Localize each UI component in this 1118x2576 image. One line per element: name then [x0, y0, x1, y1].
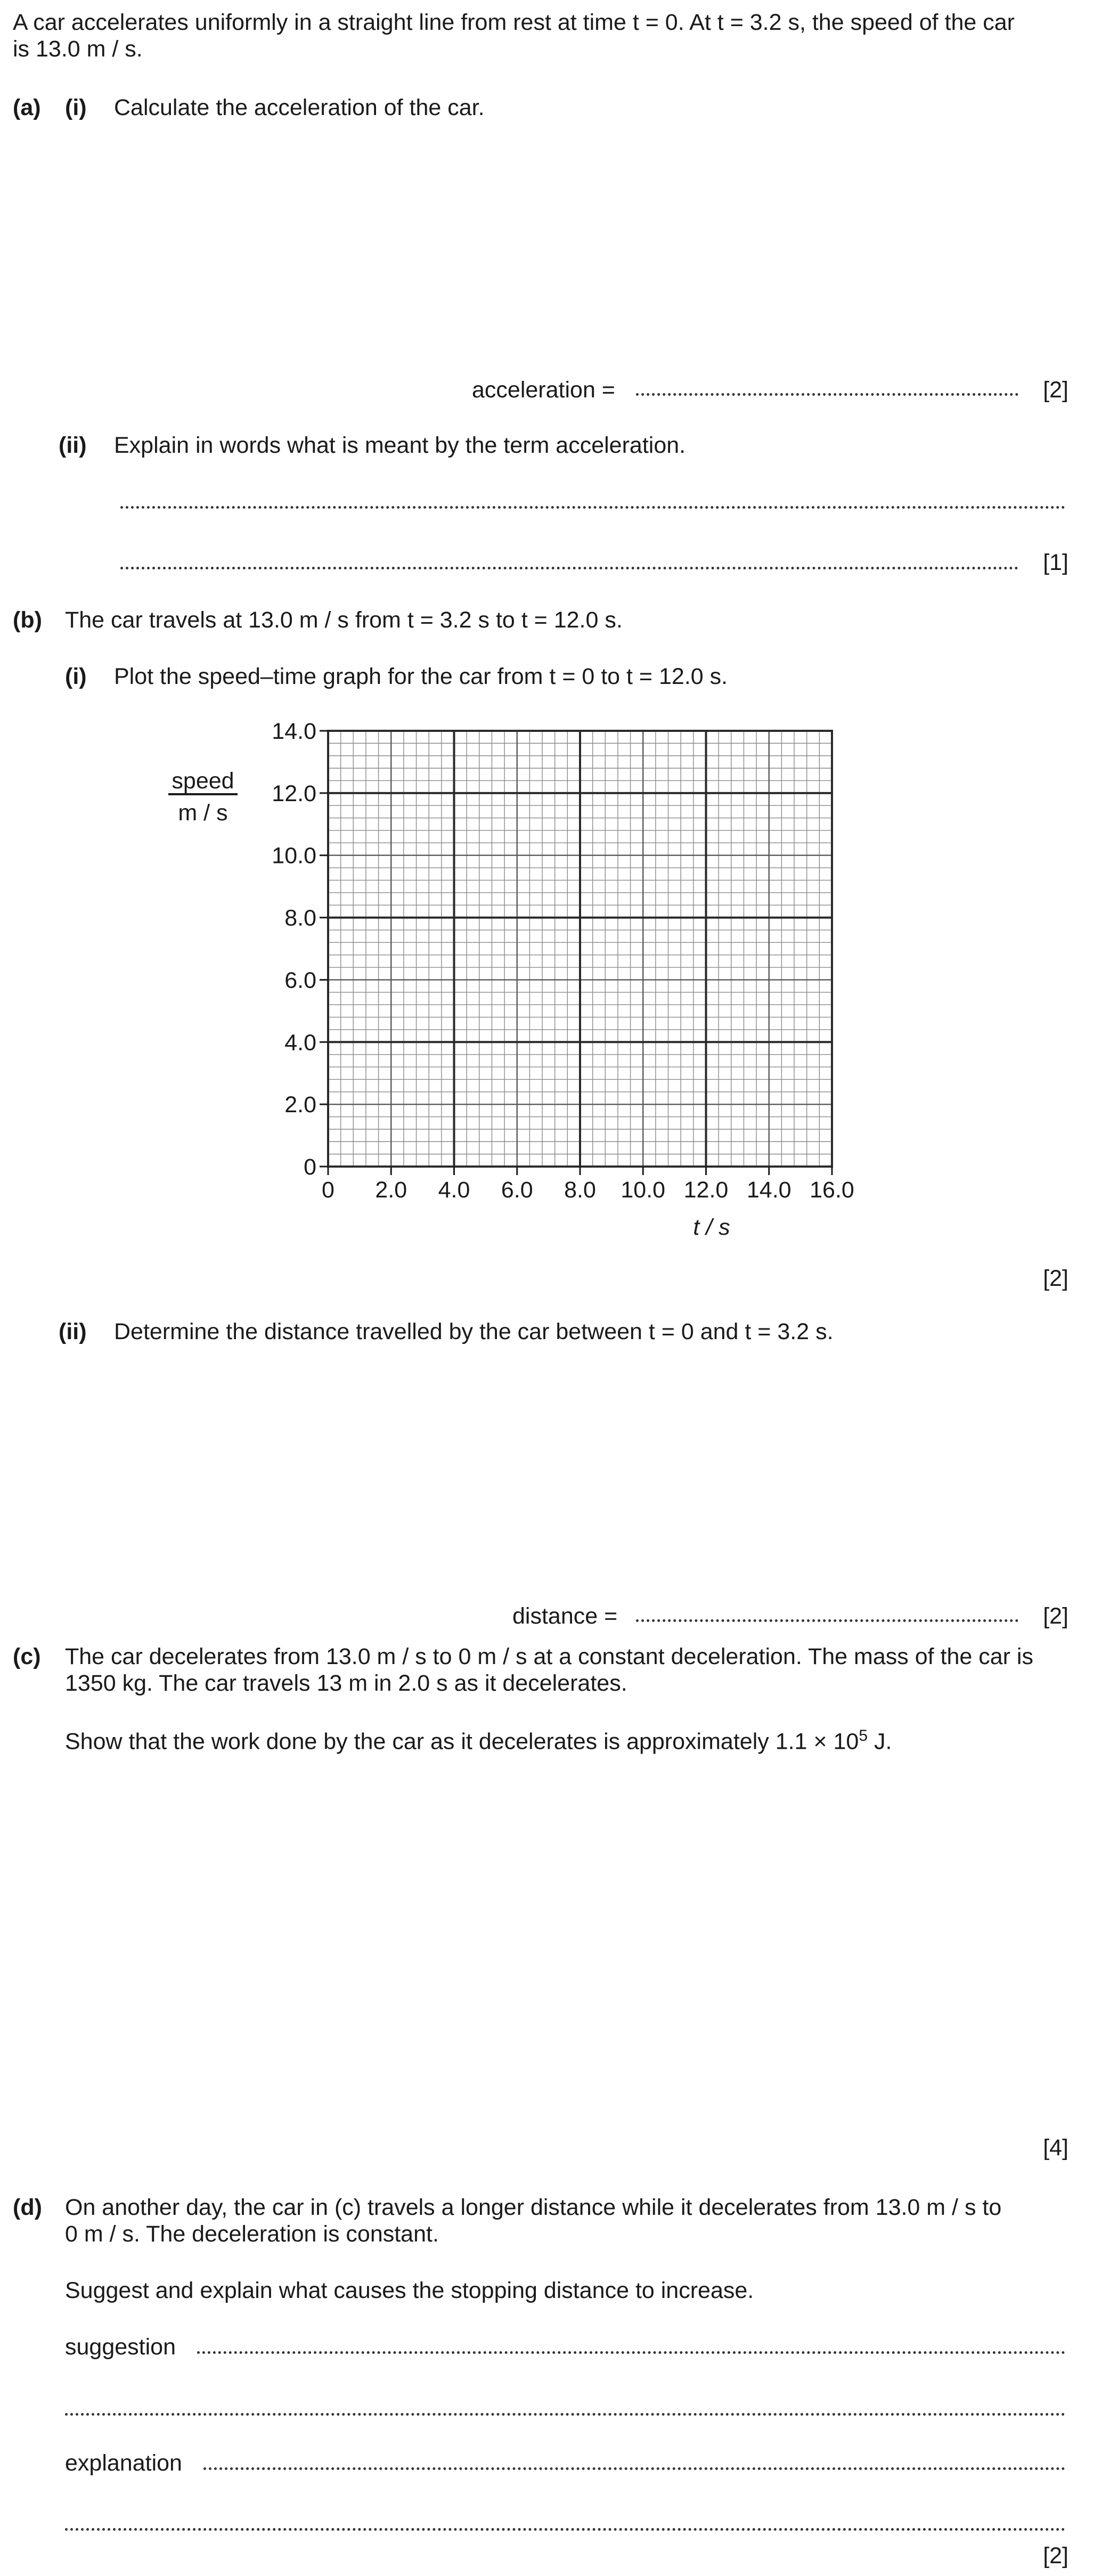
part-a-i-label: (i) [65, 95, 87, 120]
x-tick-label: 14.0 [746, 1177, 791, 1203]
explanation-answer-line-1[interactable] [203, 2467, 1065, 2470]
suggestion-label: suggestion [65, 2334, 176, 2360]
y-tick-label: 6.0 [284, 967, 316, 993]
part-a-i-mark: [2] [1043, 377, 1068, 403]
explanation-answer-line-2[interactable] [65, 2528, 1065, 2531]
graph-xlabel: t / s [693, 1214, 730, 1240]
part-b-i-mark: [2] [1043, 1266, 1068, 1291]
part-b-i-question: Plot the speed–time graph for the car from t = 0 to t = 12.0 s. [114, 664, 728, 689]
part-b-ii-label: (ii) [59, 1319, 87, 1344]
y-tick-label: 4.0 [284, 1030, 316, 1056]
x-tick-label: 16.0 [810, 1177, 854, 1203]
explanation-label: explanation [65, 2450, 182, 2476]
y-tick-label: 12.0 [272, 780, 316, 806]
part-b-label: (b) [13, 607, 42, 633]
acceleration-answer-label: acceleration = [472, 377, 615, 403]
part-a-label: (a) [13, 95, 41, 120]
part-a-ii-label: (ii) [59, 433, 87, 458]
part-b-ii-mark: [2] [1043, 1603, 1068, 1629]
speed-time-graph[interactable] [0, 0, 1118, 1278]
part-b-i-label: (i) [65, 664, 87, 689]
part-d-mark: [2] [1043, 2543, 1068, 2569]
x-tick-label: 12.0 [683, 1177, 729, 1203]
graph-ylabel-bottom: m / s [178, 800, 228, 826]
y-tick-label: 2.0 [284, 1092, 316, 1118]
part-c-line-1: The car decelerates from 13.0 m / s to 0 m / s at a constant deceleration. The mass of the car is [65, 1644, 1033, 1669]
part-c-label: (c) [13, 1644, 41, 1669]
x-tick-label: 6.0 [501, 1177, 533, 1203]
y-tick-label: 10.0 [272, 843, 316, 869]
suggestion-answer-line-1[interactable] [197, 2351, 1065, 2354]
y-tick-label: 8.0 [284, 905, 316, 931]
x-tick-label: 4.0 [438, 1177, 470, 1203]
part-b-ii-question: Determine the distance travelled by the car between t = 0 and t = 3.2 s. [114, 1319, 834, 1344]
part-c-mark: [4] [1043, 2135, 1068, 2161]
x-tick-label: 10.0 [621, 1177, 666, 1203]
intro-line-2: is 13.0 m / s. [13, 36, 143, 62]
distance-answer-line[interactable] [636, 1619, 1018, 1622]
part-d-line-2: 0 m / s. The deceleration is constant. [65, 2221, 439, 2247]
graph-axis-ticks [320, 731, 832, 1175]
distance-answer-label: distance = [512, 1603, 618, 1629]
part-d-prompt: Suggest and explain what causes the stopping distance to increase. [65, 2278, 754, 2303]
part-a-ii-question: Explain in words what is meant by the term acceleration. [114, 433, 686, 458]
y-tick-label: 0 [304, 1154, 316, 1180]
y-tick-label: 14.0 [272, 719, 316, 744]
x-tick-label: 0 [322, 1177, 334, 1203]
part-a-i-question: Calculate the acceleration of the car. [114, 95, 485, 120]
part-d-label: (d) [13, 2195, 42, 2220]
part-a-ii-mark: [1] [1043, 550, 1068, 575]
x-tick-label: 2.0 [375, 1177, 407, 1203]
suggestion-answer-line-2[interactable] [65, 2413, 1065, 2416]
intro-line-1: A car accelerates uniformly in a straight line from rest at time t = 0. At t = 3.2 s, the speed of the car [13, 10, 1015, 35]
part-d-line-1: On another day, the car in (c) travels a longer distance while it decelerates from 13.0 m / s to [65, 2195, 1002, 2220]
graph-ylabel-top: speed [172, 768, 234, 794]
part-c-line-2: 1350 kg. The car travels 13 m in 2.0 s as it decelerates. [65, 1670, 627, 1696]
x-tick-label: 8.0 [564, 1177, 596, 1203]
part-b-statement: The car travels at 13.0 m / s from t = 3.2 s to t = 12.0 s. [65, 607, 623, 633]
part-c-show-that: Show that the work done by the car as it decelerates is approximately $1.1 \times 10^5$ J. [65, 1727, 892, 1755]
